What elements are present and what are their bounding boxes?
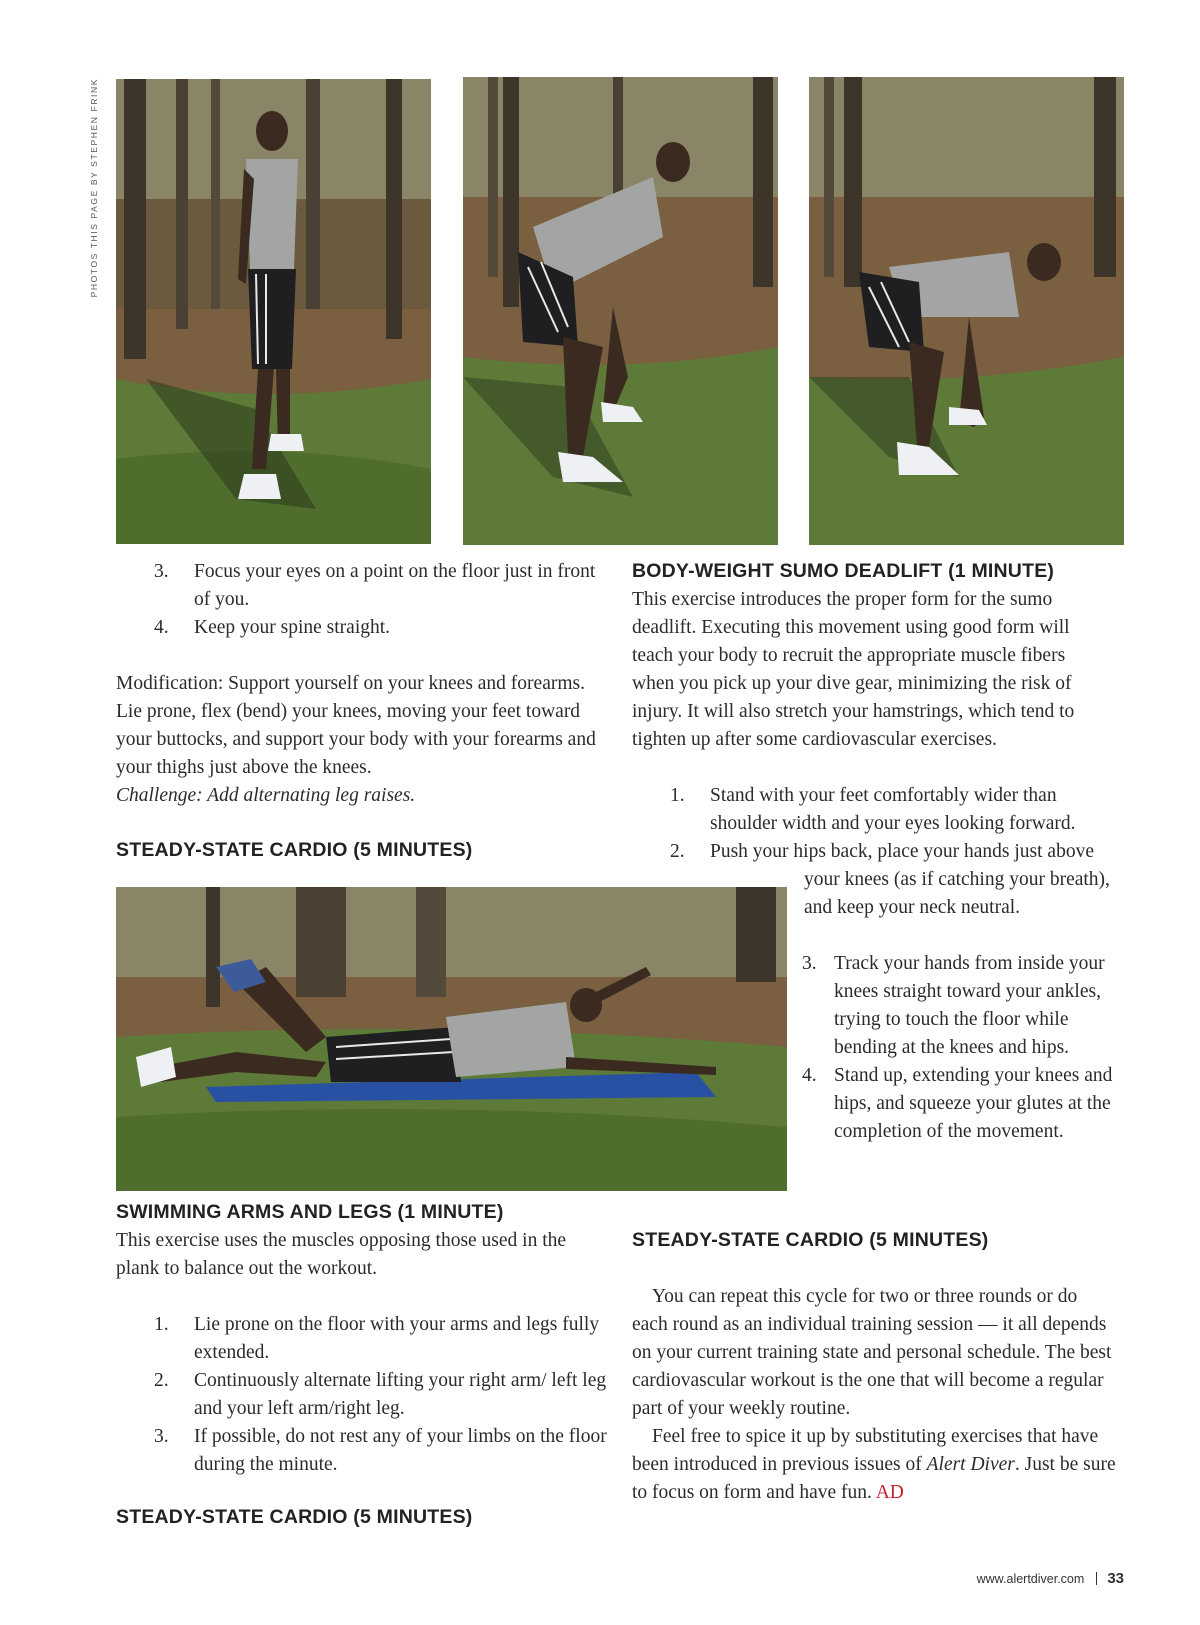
- swimming-steps: [116, 1311, 616, 1479]
- list-item: 3. If possible, do not rest any of your limbs on the floor during the minute.: [154, 1426, 607, 1475]
- photo-hips-back: [463, 77, 778, 545]
- deadlift-steps-top: [632, 782, 1124, 838]
- list-item: 1. Stand with your feet comfortably wider than shoulder width and your eyes looking forward.: [670, 785, 1076, 834]
- end-mark-logo: AD: [875, 1482, 904, 1503]
- list-item: 4. Keep your spine straight.: [154, 617, 391, 638]
- photo-standing: [116, 79, 431, 544]
- section-heading-cardio-3: STEADY-STATE CARDIO (5 MINUTES): [632, 1229, 989, 1251]
- photo-hands-to-ankles: [809, 77, 1124, 545]
- deadlift-step-2: 2. Push your hips back, place your hands just above your knees (as if catching your breath), and keep your neck neutral.: [670, 841, 1110, 918]
- page-number: 33: [1107, 1570, 1124, 1587]
- swimming-intro: This exercise uses the muscles opposing those used in the plank to balance out the workout.: [116, 1230, 567, 1279]
- challenge-note: Challenge: Add alternating leg raises.: [116, 785, 416, 806]
- deadlift-intro: This exercise introduces the proper form for the sumo deadlift. Executing this movement using good form will teach your body to recruit the appropriate muscle fibers when you pick up your dive gear, minimizing the risk of injury. It will also stretch your hamstrings, which tend to tighten up after some cardiovascular exercises.: [632, 589, 1075, 750]
- list-item: 3. Track your hands from inside your knees straight toward your ankles, trying to touch the floor while bending at the knees and hips.: [802, 953, 1105, 1058]
- list-item: 3. Focus your eyes on a point on the floor just in front of you.: [154, 561, 596, 610]
- section-heading-swimming: SWIMMING ARMS AND LEGS (1 MINUTE): [116, 1201, 504, 1223]
- section-heading-cardio-2: STEADY-STATE CARDIO (5 MINUTES): [116, 1506, 473, 1528]
- list-item: 1. Lie prone on the floor with your arms and legs fully extended.: [154, 1314, 600, 1363]
- section-heading-deadlift: BODY-WEIGHT SUMO DEADLIFT (1 MINUTE): [632, 560, 1055, 582]
- list-item: 4. Stand up, extending your knees and hips, and squeeze your glutes at the completion of the movement.: [802, 1065, 1113, 1142]
- intro-steps: [116, 558, 606, 642]
- footer-url[interactable]: www.alertdiver.com: [976, 1572, 1085, 1586]
- list-item: 2. Continuously alternate lifting your right arm/ left leg and your left arm/right leg.: [154, 1370, 607, 1419]
- closing-paragraphs: You can repeat this cycle for two or three rounds or do each round as an individual training session — it all depends on your current training state and personal schedule. The best cardiovascular workout is the one that will become a regular part of your weekly routine. Feel free to spice it up by substituting exercises that have been introduced in previous issues of Alert Diver. Just be sure to focus on form and have fun. AD: [632, 1286, 1116, 1503]
- section-heading-cardio-1: STEADY-STATE CARDIO (5 MINUTES): [116, 839, 473, 861]
- photo-credit: PHOTOS THIS PAGE BY STEPHEN FRINK: [89, 78, 99, 298]
- photo-swimming-arms-legs: [116, 887, 787, 1191]
- page-footer: [977, 1570, 1124, 1587]
- deadlift-steps-bottom: [802, 950, 1127, 1146]
- modification-paragraph: Modification: Support yourself on your knees and forearms. Lie prone, flex (bend) your knees, moving your feet toward your buttocks, and support your body with your forearms and your thighs just above the knees. Challenge: Add alternating leg raises.: [116, 673, 596, 806]
